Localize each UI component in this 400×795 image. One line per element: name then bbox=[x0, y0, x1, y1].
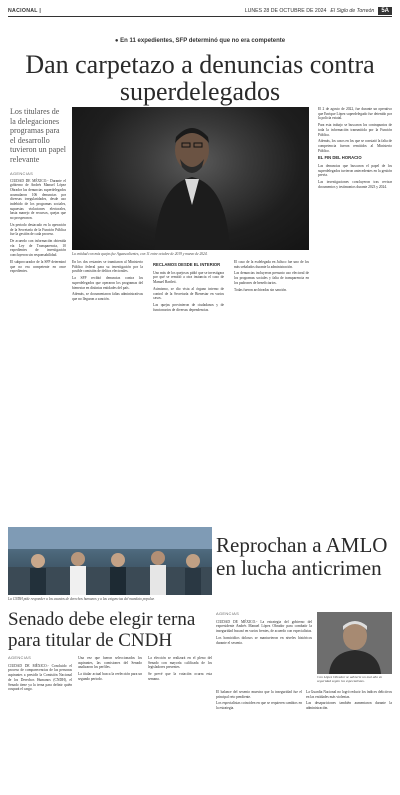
paragraph: El caso de la exdelegada en Jalisco fue uno de los más señalados durante la administración. bbox=[234, 260, 309, 269]
story2-column-2 bbox=[216, 690, 302, 713]
paragraph: La elección se realizará en el pleno del Senado con mayoría calificada de los legisladores presentes. bbox=[148, 656, 212, 670]
paragraph: Las denuncias que buscaron el papel de los superdelegados tuvieron antecedentes en la gestión previa. bbox=[318, 164, 392, 178]
paragraph: Una vez que fueron seleccionados los aspirantes, las comisiones del Senado analizaron los perfiles. bbox=[78, 656, 142, 670]
story1-deck: Los titulares de la delegaciones programas para el desarrollo tuvieron un papel relevante bbox=[10, 107, 66, 164]
paragraph: CIUDAD DE MÉXICO.- Durante el gobierno de Andrés Manuel López Obrador las denuncias superdelegados acumularon 106 denuncias por diversas irregularidades, desde uso indebido de los programas sociales, supuestas violaciones electorales, hasta manejo de recursos, quejas que no prosperaron. bbox=[10, 178, 66, 221]
paragraph: El 2 de agosto de 2022, fue durante un operativo que Enrique López superdelegado fue detenido por la policía estatal. bbox=[318, 107, 392, 121]
paragraph: Se prevé que la votación ocurra esta semana. bbox=[148, 672, 212, 681]
paragraph: Además, se documentaron faltas administrativas que no llegaron a sanción. bbox=[72, 292, 143, 301]
header-right bbox=[245, 7, 392, 15]
paragraph: Un periodo destacado en la operación de la Secretaría de la Función Pública fue la gestión de cada proceso. bbox=[10, 222, 66, 237]
paragraph: La SFP recibió denuncias contra los superdelegados que operaron los programas del bienestar en distintas entidades del país. bbox=[72, 276, 143, 290]
man-speaking-image bbox=[317, 612, 392, 674]
paragraph: CIUDAD DE MÉXICO.- Concluido el proceso de comparecencias de las personas aspirantes a presidir la Comisión Nacional de los Derechos Humanos (CNDH), el Senado tiene ya la terna para definir quién ocupará el cargo. bbox=[8, 663, 72, 692]
story3-column-1 bbox=[8, 656, 72, 694]
paragraph: Asimismo, se dio vista al órgano interno de control de la Secretaría de Bienestar en varios casos. bbox=[153, 286, 224, 301]
story1-left-column bbox=[10, 107, 66, 276]
crowd-meeting-image bbox=[8, 527, 212, 595]
story1-headline: Dan carpetazo a denuncias contra superdelegados bbox=[25, 50, 375, 106]
newspaper-name: El Siglo de Torreón bbox=[330, 7, 375, 14]
paragraph: Los especialistas coinciden en que se requieren cambios en la estrategia. bbox=[216, 701, 302, 711]
story2-side-photo bbox=[317, 612, 392, 674]
story2-column-1 bbox=[216, 612, 312, 647]
paragraph: Uno más de los quejosos pidió que se investigara por qué se remitió a otra instancia el caso de Manuel Bartlett. bbox=[153, 270, 224, 285]
paragraph: De acuerdo con información obtenida vía Ley de Transparencia, 10 expedientes de investigación concluyeron sin responsabilidad. bbox=[10, 239, 66, 258]
page-date: LUNES 28 DE OCTUBRE DE 2024 bbox=[244, 7, 327, 14]
story1-column-3 bbox=[153, 260, 224, 314]
paragraph: Para esta trabajo se buscaron los contrapuntos de toda la información transmitida por la Función Pública. bbox=[318, 123, 392, 137]
story2-agency: AGENCIAS bbox=[216, 611, 240, 616]
paragraph: Los homicidios dolosos se mantuvieron en niveles históricos durante el sexenio. bbox=[216, 635, 312, 645]
story1-agency: AGENCIAS bbox=[10, 170, 34, 176]
page-header bbox=[8, 5, 392, 17]
paragraph: El balance del sexenio muestra que la inseguridad fue el principal reto pendiente. bbox=[216, 690, 302, 699]
story1-photo-caption: La entidad con más quejas fue Aguascalientes, con 11 entre octubre de 2019 y marzo de 2024. bbox=[72, 252, 208, 256]
kicker-bullet-icon: ● bbox=[114, 38, 121, 44]
section-label: NACIONAL | bbox=[8, 7, 42, 14]
story1-right-subhead: EL FIN DEL HORACIO bbox=[318, 155, 362, 161]
page-number: 5A bbox=[378, 7, 392, 15]
story2-headline: Reprochan a AMLO en lucha anticrimen bbox=[216, 533, 388, 580]
paragraph: Las desapariciones también aumentaron durante la administración. bbox=[306, 701, 392, 711]
story2-photo-caption: La CNDH pide responder a los asuntos de derechos humanos y a las exigencias del mandato popular. bbox=[8, 597, 155, 601]
story1-subhead: RECLAMOS DESDE EL INTERIOR bbox=[153, 262, 221, 267]
story2-photo bbox=[8, 527, 212, 595]
story3-column-3 bbox=[148, 656, 212, 684]
story1-right-column bbox=[318, 107, 392, 192]
paragraph: En los dos restantes se tramitaron al Ministerio Público federal para su investigación por la posible comisión de delitos electorales. bbox=[72, 260, 143, 274]
paragraph: Las quejas provinieron de ciudadanos y de funcionarios de diversas dependencias. bbox=[153, 302, 224, 312]
paragraph: Las investigaciones concluyeron tras revisar documentos y testimonios durante 2023 y 2024. bbox=[318, 180, 392, 189]
story3-agency: AGENCIAS bbox=[8, 655, 32, 660]
paragraph: Además, los casos en los que se constató la falta de competencia fueron remitidos al Ministerio Público. bbox=[318, 139, 392, 153]
paragraph: La titular actual busca la reelección para un segundo periodo. bbox=[78, 672, 142, 681]
story2-column-3 bbox=[306, 690, 392, 713]
paragraph: CIUDAD DE MÉXICO.- La estrategia del gobierno del expresidente Andrés Manuel López Obrador para combatir la inseguridad fracasó en varios frentes, de acuerdo con especialistas. bbox=[216, 619, 312, 634]
paragraph: Todas fueron archivadas sin sanción. bbox=[234, 287, 287, 292]
paragraph: Las denuncias incluyeron presunto uso electoral de los programas sociales y falta de transparencia en los padrones de beneficiarios. bbox=[234, 271, 309, 285]
story3-column-2 bbox=[78, 656, 142, 684]
story3-headline: Senado debe elegir terna para titular de CNDH bbox=[8, 609, 196, 651]
man-portrait-image bbox=[142, 115, 242, 250]
story1-column-4 bbox=[234, 260, 309, 294]
story2-side-caption: Con López Obrador se advierte un mal año en seguridad según los especialistas. bbox=[317, 675, 383, 683]
paragraph: El subprocurador de la SFP determinó que no era competente en once expedientes. bbox=[10, 259, 66, 274]
paragraph: La Guardia Nacional no logró reducir los índices delictivos en las entidades más violentas. bbox=[306, 690, 392, 699]
story1-photo bbox=[72, 107, 309, 250]
story1-column-2 bbox=[72, 260, 143, 304]
story1-kicker: ● En 11 expedientes, SFP determinó que no era competente bbox=[114, 38, 286, 44]
